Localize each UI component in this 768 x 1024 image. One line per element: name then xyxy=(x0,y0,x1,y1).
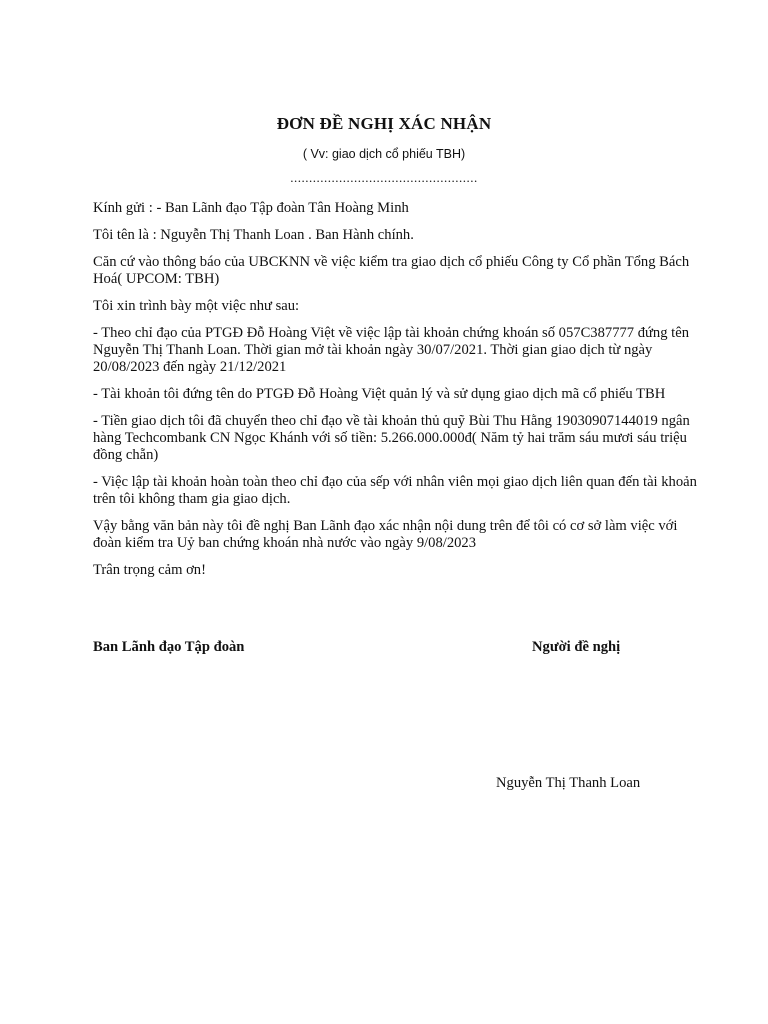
paragraph-item-1: - Theo chỉ đạo của PTGĐ Đỗ Hoàng Việt về việc lập tài khoản chứng khoán số 057C387777 đứng tên Nguyễn Thị Thanh Loan. Thời gian mở tài khoản ngày 30/07/2021. Thời gian giao dịch từ ngày 20/08/2023 đến ngày 21/12/2021 xyxy=(93,325,690,375)
signature-right-label: Người đề nghị xyxy=(532,639,621,655)
document-subtitle: ( Vv: giao dịch cổ phiếu TBH) xyxy=(302,147,466,161)
paragraph-item-3: - Tiền giao dịch tôi đã chuyển theo chỉ đạo về tài khoản thủ quỹ Bùi Thu Hằng 19030907144019 ngân hàng Techcombank CN Ngọc Khánh với số tiền: 5.266.000.000đ( Năm tỷ hai trăm sáu mươi sáu triệu đồng chẵn) xyxy=(93,413,690,463)
paragraph-recipient: Kính gửi : - Ban Lãnh đạo Tập đoàn Tân Hoàng Minh xyxy=(93,200,409,216)
paragraph-closing: Trân trọng cảm ơn! xyxy=(93,562,206,578)
dotted-separator: .................................................. xyxy=(290,170,478,185)
document-body xyxy=(93,200,705,589)
signature-left-label: Ban Lãnh đạo Tập đoàn xyxy=(93,639,245,655)
paragraph-sender: Tôi tên là : Nguyễn Thị Thanh Loan . Ban Hành chính. xyxy=(93,227,414,243)
paragraph-intro: Tôi xin trình bày một việc như sau: xyxy=(93,298,300,314)
paragraph-request: Vậy bằng văn bản này tôi đề nghị Ban Lãnh đạo xác nhận nội dung trên để tôi có cơ sở làm việc với đoàn kiểm tra Uỷ ban chứng khoán nhà nước vào ngày 9/08/2023 xyxy=(93,518,678,551)
paragraph-basis: Căn cứ vào thông báo của UBCKNN về việc kiểm tra giao dịch cổ phiếu Công ty Cổ phần Tổng Bách Hoá( UPCOM: TBH) xyxy=(93,254,690,287)
signer-name: Nguyễn Thị Thanh Loan xyxy=(496,775,641,791)
paragraph-item-2: - Tài khoản tôi đứng tên do PTGĐ Đỗ Hoàng Việt quản lý và sử dụng giao dịch mã cổ phiếu TBH xyxy=(93,386,666,402)
document-title: ĐƠN ĐỀ NGHỊ XÁC NHẬN xyxy=(276,114,492,133)
paragraph-item-4: - Việc lập tài khoản hoàn toàn theo chỉ đạo của sếp với nhân viên mọi giao dịch liên quan đến tài khoản trên tôi không tham gia giao dịch. xyxy=(93,474,697,507)
